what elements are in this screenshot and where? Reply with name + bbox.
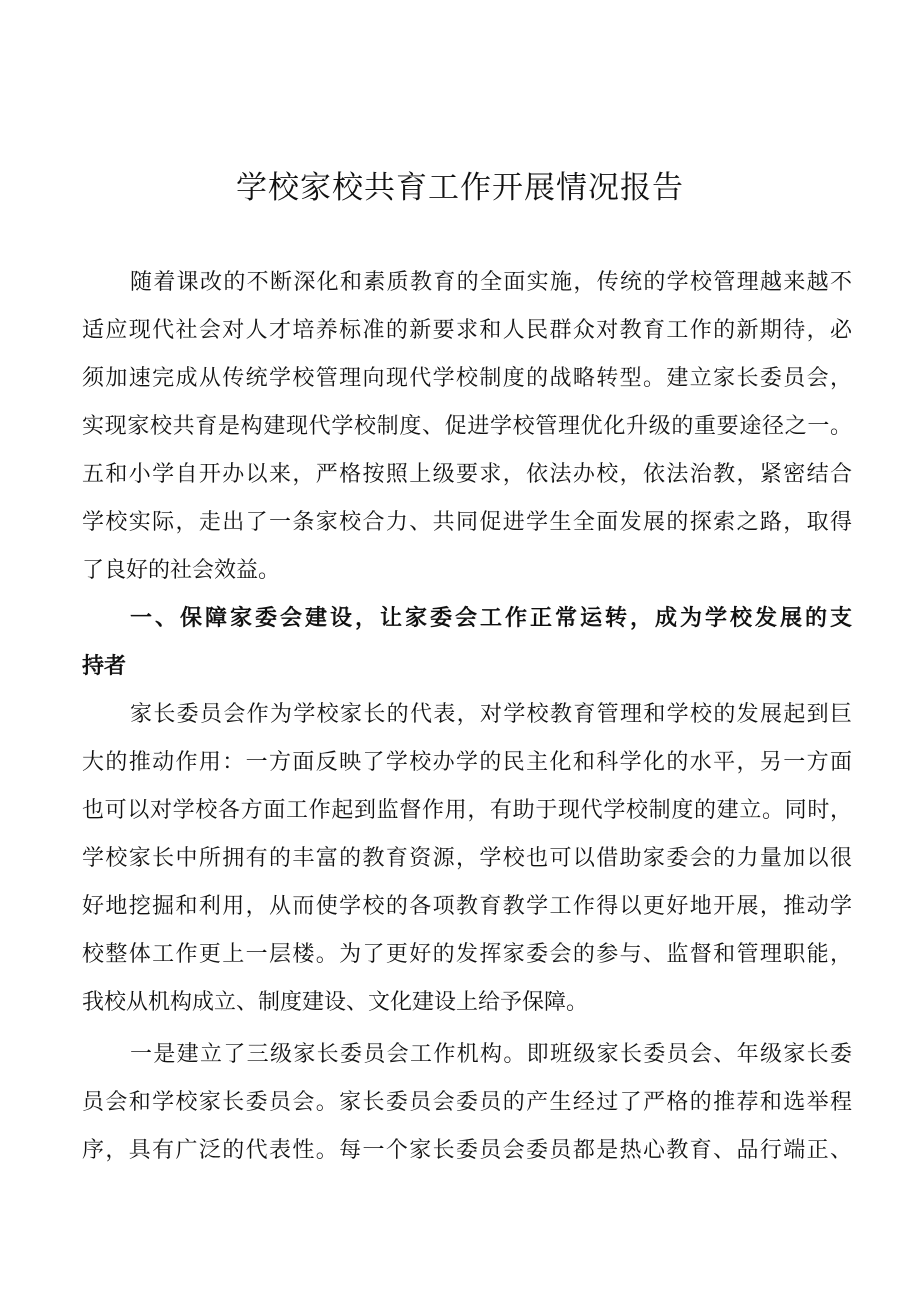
section-heading: 持者: [82, 654, 127, 679]
paragraph-line: 也可以对学校各方面工作起到监督作用，有助于现代学校制度的建立。同时，: [82, 798, 852, 823]
intro-line: 五和小学自开办以来，严格按照上级要求，依法办校，依法治教，紧密结合: [82, 462, 852, 487]
paragraph-line: 校整体工作更上一层楼。为了更好的发挥家委会的参与、监督和管理职能，: [82, 942, 852, 967]
intro-line: 适应现代社会对人才培养标准的新要求和人民群众对教育工作的新期待，必: [82, 318, 852, 343]
paragraph-line: 一是建立了三级家长委员会工作机构。即班级家长委员会、年级家长委: [130, 1042, 852, 1067]
document-title: 学校家校共育工作开展情况报告: [236, 170, 684, 206]
intro-line: 了良好的社会效益。: [82, 558, 281, 583]
paragraph-line: 序，具有广泛的代表性。每一个家长委员会委员都是热心教育、品行端正、: [82, 1138, 852, 1163]
intro-line: 随着课改的不断深化和素质教育的全面实施，传统的学校管理越来越不: [130, 270, 852, 295]
paragraph-line: 员会和学校家长委员会。家长委员会委员的产生经过了严格的推荐和选举程: [82, 1090, 852, 1115]
intro-line: 实现家校共育是构建现代学校制度、促进学校管理优化升级的重要途径之一。: [82, 414, 852, 439]
paragraph-line: 家长委员会作为学校家长的代表，对学校教育管理和学校的发展起到巨: [130, 702, 852, 727]
paragraph-line: 大的推动作用：一方面反映了学校办学的民主化和科学化的水平，另一方面: [82, 750, 852, 775]
paragraph-line: 我校从机构成立、制度建设、文化建设上给予保障。: [82, 990, 589, 1015]
section-heading: 一、保障家委会建设，让家委会工作正常运转，成为学校发展的支: [130, 606, 852, 631]
paragraph-line: 好地挖掘和利用，从而使学校的各项教育教学工作得以更好地开展，推动学: [82, 894, 852, 919]
intro-line: 学校实际，走出了一条家校合力、共同促进学生全面发展的探索之路，取得: [82, 510, 852, 535]
intro-line: 须加速完成从传统学校管理向现代学校制度的战略转型。建立家长委员会，: [82, 366, 852, 391]
paragraph-line: 学校家长中所拥有的丰富的教育资源，学校也可以借助家委会的力量加以很: [82, 846, 852, 871]
